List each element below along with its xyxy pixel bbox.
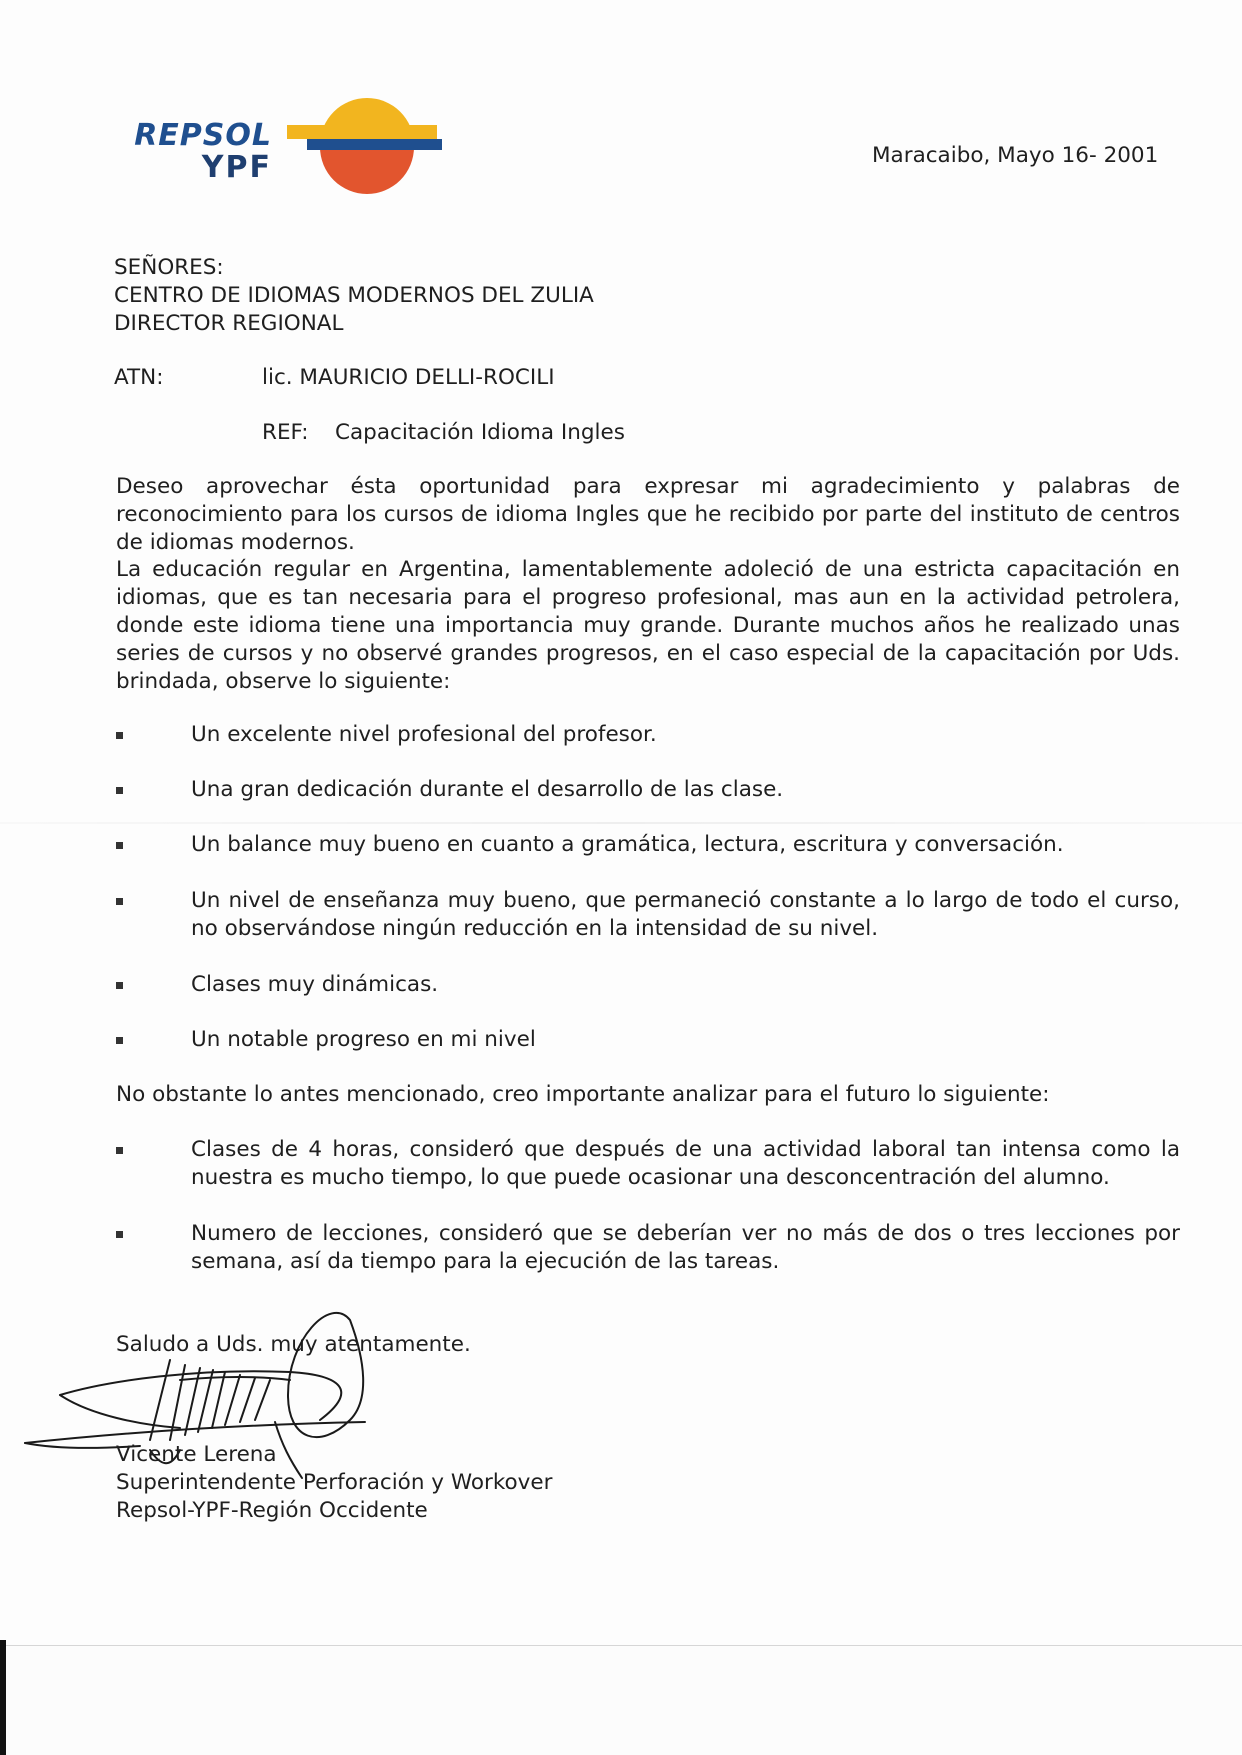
- body-paragraph-3: No obstante lo antes mencionado, creo importante analizar para el futuro lo siguiente:: [116, 1082, 1050, 1107]
- list-item: [116, 1136, 1180, 1192]
- letter-date: Maracaibo, Mayo 16- 2001: [872, 143, 1159, 168]
- reference-label: REF:: [262, 420, 309, 445]
- scanner-shadow: [0, 1640, 6, 1755]
- paper-fold-line: [0, 822, 1242, 824]
- list-item-text: Clases muy dinámicas.: [191, 972, 439, 997]
- body-paragraph-1: Deseo aprovechar ésta oportunidad para expresar mi agradecimiento y palabras de reconocimiento para los cursos de idioma Ingles que he recibido por parte del instituto de centros de idiomas modernos.: [116, 474, 1180, 555]
- list-item-text: Clases de 4 horas, consideró que después de una actividad laboral tan intensa como la nuestra es mucho tiempo, lo que puede ocasionar una desconcentración del alumno.: [191, 1137, 1180, 1190]
- recipient-salutation: SEÑORES:: [114, 255, 224, 280]
- signatory-name: Vicente Lerena: [116, 1442, 277, 1467]
- bullet-icon: [116, 732, 123, 739]
- repsol-ypf-logo: [112, 95, 452, 205]
- list-item: [116, 887, 1180, 943]
- list-item: [116, 971, 1180, 999]
- recipient-role: DIRECTOR REGIONAL: [114, 311, 344, 336]
- list-item-text: Un balance muy bueno en cuanto a gramática, lectura, escritura y conversación.: [191, 832, 1064, 857]
- attention-label: ATN:: [114, 365, 164, 390]
- list-item: [116, 721, 1180, 749]
- logo-ypf-text: YPF: [201, 150, 272, 185]
- list-item: [116, 1026, 1180, 1054]
- list-item: [116, 776, 1180, 804]
- bullet-icon: [116, 1147, 123, 1154]
- list-item: [116, 1220, 1180, 1276]
- list-item: [116, 831, 1180, 859]
- list-item-text: Una gran dedicación durante el desarrollo de las clase.: [191, 777, 784, 802]
- bullet-icon: [116, 1037, 123, 1044]
- logo-repsol-text: REPSOL: [134, 118, 272, 153]
- recipient-organization: CENTRO DE IDIOMAS MODERNOS DEL ZULIA: [114, 283, 594, 308]
- reference-value: Capacitación Idioma Ingles: [335, 420, 625, 445]
- reference-line: [262, 419, 625, 447]
- bullet-icon: [116, 1231, 123, 1238]
- signatory-organization: Repsol-YPF-Región Occidente: [116, 1498, 428, 1523]
- attention-value: lic. MAURICIO DELLI-ROCILI: [262, 365, 555, 390]
- bullet-icon: [116, 842, 123, 849]
- bullet-icon: [116, 982, 123, 989]
- list-item-text: Un notable progreso en mi nivel: [191, 1027, 536, 1052]
- signatory-block: [116, 1441, 552, 1525]
- sun-logo-icon: [287, 95, 447, 195]
- signatory-title: Superintendente Perforación y Workover: [116, 1470, 553, 1495]
- logo-wordmark: [112, 95, 272, 183]
- bullet-icon: [116, 787, 123, 794]
- list-item-text: Un excelente nivel profesional del profesor.: [191, 722, 657, 747]
- list-item-text: Un nivel de enseñanza muy bueno, que permaneció constante a lo largo de todo el curso, no observándose ningún reducción en la intensidad de su nivel.: [191, 888, 1180, 941]
- bullet-icon: [116, 898, 123, 905]
- closing-line: Saludo a Uds. muy atentamente.: [116, 1332, 471, 1357]
- list-item-text: Numero de lecciones, consideró que se deberían ver no más de dos o tres lecciones por semana, así da tiempo para la ejecución de las tareas.: [191, 1221, 1180, 1274]
- scanned-page-bottom-edge: [0, 1645, 1242, 1755]
- body-paragraph-2: La educación regular en Argentina, lamentablemente adoleció de una estricta capacitación en idiomas, que es tan necesaria para el progreso profesional, mas aun en la actividad petrolera, donde este idioma tiene una importancia muy grande. Durante muchos años he realizado unas series de cursos y no observé grandes progresos, en el caso especial de la capacitación por Uds. brindada, observe lo siguiente:: [116, 557, 1180, 694]
- recipient-address: [114, 254, 594, 338]
